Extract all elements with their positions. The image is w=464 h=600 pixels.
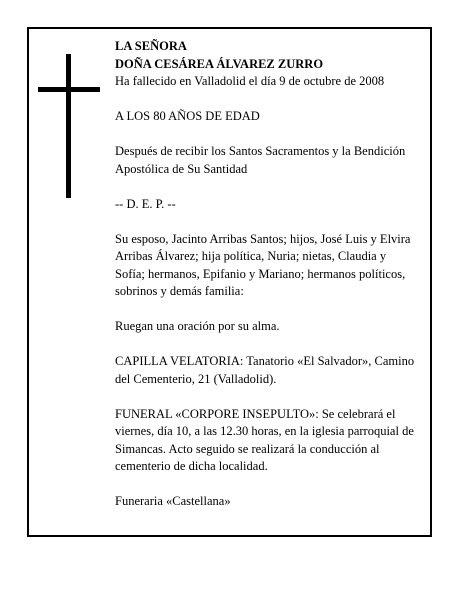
death-line: Ha fallecido en Valladolid el día 9 de octubre de 2008 — [115, 74, 385, 88]
funeral-paragraph: FUNERAL «CORPORE INSEPULTO»: Se celebrará el viernes, día 10, a las 12.30 horas, en la iglesia parroquial de Simancas. Acto seguido se realizará la conducción al cementerio de dicha localidad. — [115, 406, 414, 473]
chapel-paragraph: CAPILLA VELATORIA: Tanatorio «El Salvador», Camino del Cementerio, 21 (Valladolid). — [115, 354, 415, 386]
deceased-name: DOÑA CESÁREA ÁLVAREZ ZURRO — [115, 56, 324, 71]
funeral-home-line: Funeraria «Castellana» — [115, 494, 231, 508]
cross-horizontal-bar — [38, 87, 100, 92]
rip-line: -- D. E. P. -- — [115, 196, 176, 211]
family-paragraph: Su esposo, Jacinto Arribas Santos; hijos, José Luis y Elvira Arribas Álvarez; hija política, Nuria; nietas, Claudia y Sofía; hermanos, Epifanio y Mariano; hermanos políticos, sobrinos y demás familia: — [115, 231, 411, 298]
notice-header — [115, 38, 415, 91]
age-line: A LOS 80 AÑOS DE EDAD — [115, 109, 260, 123]
obituary-text — [115, 38, 415, 528]
prayer-line: Ruegan una oración por su alma. — [115, 319, 280, 333]
sacraments-paragraph: Después de recibir los Santos Sacramentos y la Bendición Apostólica de Su Santidad — [115, 144, 406, 176]
cross-vertical-bar — [66, 54, 71, 198]
cross-icon — [38, 54, 100, 198]
notice-heading: LA SEÑORA — [115, 39, 187, 53]
